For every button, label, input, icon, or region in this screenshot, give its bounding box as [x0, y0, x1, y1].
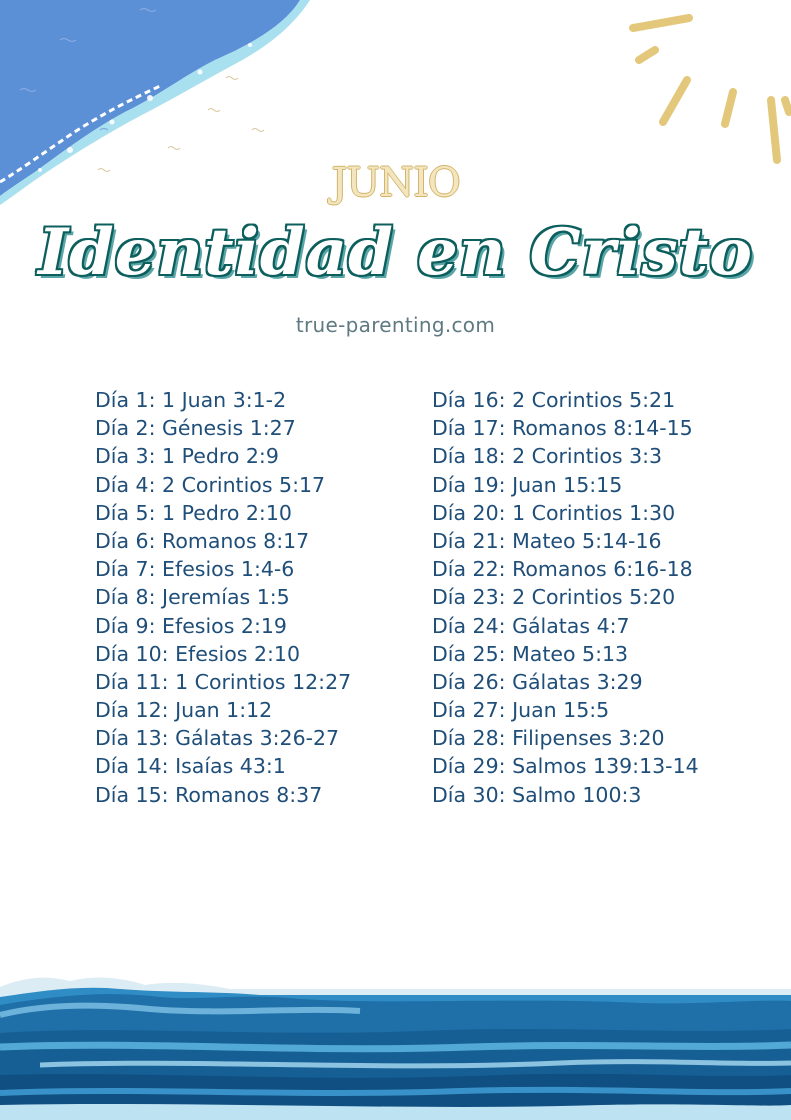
reading-item: Día 20: 1 Corintios 1:30 — [432, 500, 676, 525]
readings-column-right — [432, 386, 699, 809]
reading-item: Día 5: 1 Pedro 2:10 — [95, 500, 292, 525]
reading-item: Día 27: Juan 15:5 — [432, 698, 610, 723]
reading-item: Día 14: Isaías 43:1 — [95, 754, 286, 779]
reading-item: Día 10: Efesios 2:10 — [95, 641, 300, 666]
ocean-waves-footer — [0, 975, 791, 1120]
reading-item: Día 28: Filipenses 3:20 — [432, 726, 665, 751]
reading-item: Día 19: Juan 15:15 — [432, 472, 623, 497]
reading-item: Día 21: Mateo 5:14-16 — [432, 528, 662, 553]
reading-item: Día 2: Génesis 1:27 — [95, 416, 296, 441]
month-heading: JUNIO — [331, 160, 460, 206]
reading-item: Día 13: Gálatas 3:26-27 — [95, 726, 340, 751]
reading-item: Día 30: Salmo 100:3 — [432, 782, 642, 807]
reading-item: Día 1: 1 Juan 3:1-2 — [95, 388, 287, 412]
reading-item: Día 3: 1 Pedro 2:9 — [95, 444, 279, 469]
reading-item: Día 22: Romanos 6:16-18 — [432, 557, 693, 582]
reading-item: Día 15: Romanos 8:37 — [95, 782, 323, 807]
reading-item: Día 24: Gálatas 4:7 — [432, 613, 630, 638]
reading-item: Día 17: Romanos 8:14-15 — [432, 416, 693, 441]
reading-item: Día 23: 2 Corintios 5:20 — [432, 585, 676, 610]
readings-column-left — [95, 386, 351, 809]
reading-item: Día 12: Juan 1:12 — [95, 698, 273, 723]
reading-item: Día 7: Efesios 1:4-6 — [95, 557, 295, 582]
reading-item: Día 4: 2 Corintios 5:17 — [95, 472, 326, 497]
reading-item: Día 8: Jeremías 1:5 — [95, 585, 290, 610]
sun-rays-icon — [531, 0, 791, 180]
reading-item: Día 18: 2 Corintios 3:3 — [432, 444, 663, 469]
reading-item: Día 6: Romanos 8:17 — [95, 528, 310, 553]
reading-item: Día 11: 1 Corintios 12:27 — [95, 669, 352, 694]
reading-item: Día 25: Mateo 5:13 — [432, 641, 629, 666]
reading-item: Día 29: Salmos 139:13-14 — [432, 754, 699, 779]
page-title: Identidad en Cristo — [38, 215, 753, 290]
reading-item: Día 9: Efesios 2:19 — [95, 613, 287, 638]
reading-item: Día 16: 2 Corintios 5:21 — [432, 388, 676, 412]
reading-item: Día 26: Gálatas 3:29 — [432, 669, 643, 694]
website-url: true-parenting.com — [295, 313, 496, 337]
